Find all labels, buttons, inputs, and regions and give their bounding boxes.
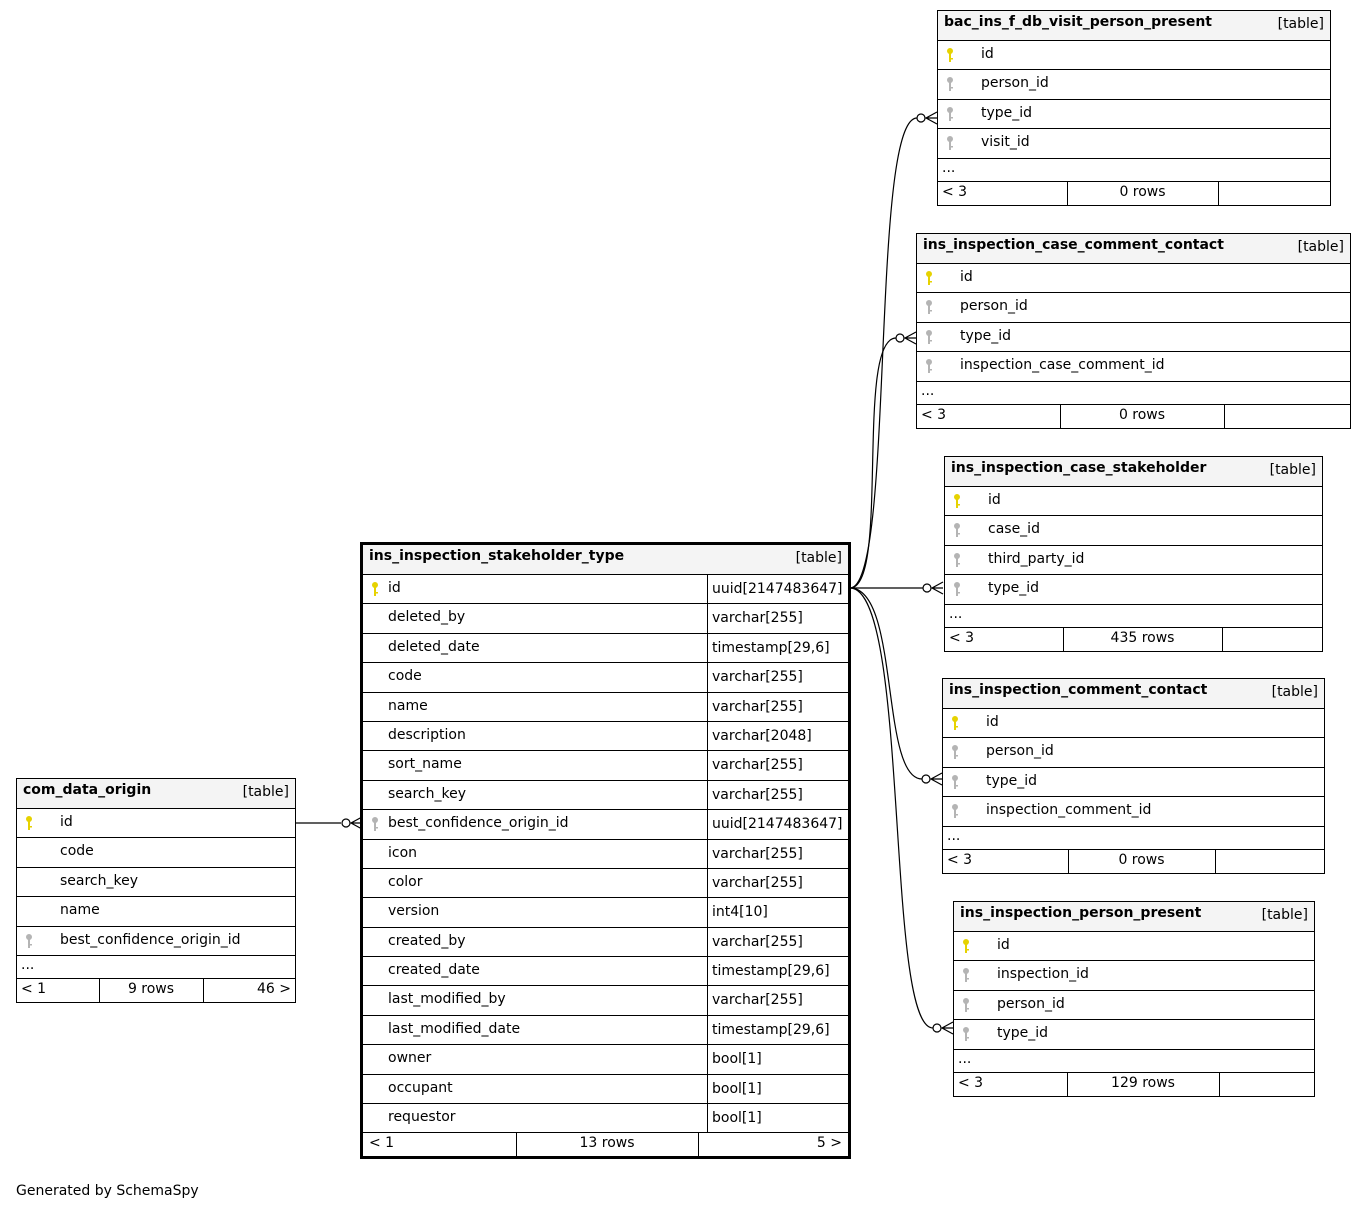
edge-crow-foot xyxy=(942,1022,953,1034)
children-link[interactable]: 5 > xyxy=(816,1135,842,1152)
primary-key-icon xyxy=(24,815,34,831)
edge-zero-marker xyxy=(917,114,925,122)
column-name: id xyxy=(960,269,973,285)
column-row[interactable] xyxy=(954,932,1314,961)
footer-divider xyxy=(1215,850,1216,873)
table-ins-inspection-person-present[interactable] xyxy=(953,901,1315,1097)
parents-link[interactable]: < 3 xyxy=(958,1074,984,1091)
column-row[interactable] xyxy=(363,722,848,751)
table-footer xyxy=(363,1133,848,1156)
table-name: ins_inspection_comment_contact xyxy=(949,682,1208,698)
footer-divider xyxy=(1218,182,1219,205)
column-name: icon xyxy=(388,844,418,861)
column-name: type_id xyxy=(997,1025,1049,1042)
primary-key-icon xyxy=(945,47,955,63)
table-type-label: [table] xyxy=(1261,907,1308,923)
column-row[interactable] xyxy=(363,1104,848,1133)
column-list xyxy=(363,575,848,1133)
column-name: last_modified_by xyxy=(388,991,506,1008)
footer-divider xyxy=(203,979,204,1002)
table-ins-inspection-stakeholder-type[interactable] xyxy=(360,542,851,1159)
column-row[interactable] xyxy=(363,869,848,898)
foreign-key-icon xyxy=(924,358,934,374)
foreign-key-icon xyxy=(952,581,962,597)
column-name: code xyxy=(388,668,422,685)
column-name: color xyxy=(388,873,423,890)
column-name: search_key xyxy=(388,785,467,802)
column-name: visit_id xyxy=(981,134,1030,151)
column-name: created_date xyxy=(388,962,480,979)
column-row[interactable] xyxy=(17,868,295,897)
column-name: type_id xyxy=(960,327,1012,344)
column-row[interactable] xyxy=(363,898,848,927)
edge-comment-contact xyxy=(850,588,922,779)
column-type: varchar[255] xyxy=(707,751,803,779)
column-name: search_key xyxy=(60,872,139,889)
table-header xyxy=(363,545,848,575)
table-header xyxy=(954,902,1314,932)
row-count: 9 rows xyxy=(127,980,175,997)
more-columns-ellipsis: ... xyxy=(945,605,1322,628)
column-type: varchar[255] xyxy=(707,869,803,897)
foreign-key-icon xyxy=(945,76,955,92)
footer-divider xyxy=(1222,628,1223,651)
footer-divider xyxy=(1224,405,1225,428)
table-name: ins_inspection_case_comment_contact xyxy=(923,237,1224,253)
footer-divider xyxy=(99,979,100,1002)
column-name: inspection_case_comment_id xyxy=(960,357,1165,374)
column-name: type_id xyxy=(981,104,1033,121)
edge-zero-marker xyxy=(342,819,350,827)
row-count: 0 rows xyxy=(1118,406,1166,423)
column-name: id xyxy=(60,814,73,830)
foreign-key-icon xyxy=(952,522,962,538)
footer-divider xyxy=(516,1133,517,1156)
column-row[interactable] xyxy=(363,1045,848,1074)
foreign-key-icon xyxy=(924,329,934,345)
column-name: third_party_id xyxy=(988,550,1085,567)
table-ins-inspection-case-comment-contact[interactable] xyxy=(916,233,1351,429)
column-name: name xyxy=(60,902,100,919)
column-name: case_id xyxy=(988,521,1040,538)
column-name: last_modified_date xyxy=(388,1020,521,1037)
table-header xyxy=(938,11,1330,41)
table-type-label: [table] xyxy=(242,784,289,800)
foreign-key-icon xyxy=(952,552,962,568)
column-name: person_id xyxy=(960,298,1028,315)
column-type: varchar[2048] xyxy=(707,722,812,750)
footer-divider xyxy=(1219,1073,1220,1096)
column-name: requestor xyxy=(388,1109,456,1126)
edge-zero-marker xyxy=(922,775,930,783)
column-row[interactable] xyxy=(938,70,1330,99)
column-row[interactable] xyxy=(363,634,848,663)
table-ins-inspection-case-stakeholder[interactable] xyxy=(944,456,1323,652)
column-row[interactable] xyxy=(17,838,295,867)
foreign-key-icon xyxy=(924,299,934,315)
column-name: version xyxy=(388,903,440,920)
more-columns-ellipsis: ... xyxy=(917,382,1350,405)
column-name: occupant xyxy=(388,1079,453,1096)
foreign-key-icon xyxy=(370,816,380,832)
column-row[interactable] xyxy=(363,1075,848,1104)
footer-divider xyxy=(1068,850,1069,873)
column-row[interactable] xyxy=(954,991,1314,1020)
column-row[interactable] xyxy=(17,897,295,926)
column-row[interactable] xyxy=(954,1020,1314,1049)
column-row[interactable] xyxy=(917,352,1350,381)
column-row[interactable] xyxy=(363,604,848,633)
column-row[interactable] xyxy=(945,575,1322,604)
table-type-label: [table] xyxy=(1277,16,1324,32)
column-row[interactable] xyxy=(943,797,1324,826)
column-row[interactable] xyxy=(943,738,1324,767)
foreign-key-icon xyxy=(950,774,960,790)
column-name: description xyxy=(388,726,466,743)
column-row[interactable] xyxy=(945,516,1322,545)
column-row[interactable] xyxy=(938,129,1330,158)
column-type: varchar[255] xyxy=(707,781,803,809)
column-row[interactable] xyxy=(363,575,848,604)
footer-divider xyxy=(1060,405,1061,428)
column-type: timestamp[29,6] xyxy=(707,1016,830,1044)
column-row[interactable] xyxy=(917,293,1350,322)
more-columns-ellipsis: ... xyxy=(943,827,1324,850)
primary-key-icon xyxy=(952,493,962,509)
table-name: ins_inspection_person_present xyxy=(960,905,1202,921)
table-header xyxy=(943,679,1324,709)
column-row[interactable] xyxy=(938,41,1330,70)
column-type: int4[10] xyxy=(707,898,768,926)
column-row[interactable] xyxy=(363,663,848,692)
table-footer xyxy=(945,628,1322,651)
column-name: type_id xyxy=(988,580,1040,597)
column-row[interactable] xyxy=(917,264,1350,293)
table-type-label: [table] xyxy=(795,550,842,566)
column-row[interactable] xyxy=(363,781,848,810)
edge-zero-marker xyxy=(933,1024,941,1032)
column-type: uuid[2147483647] xyxy=(707,810,843,838)
foreign-key-icon xyxy=(950,803,960,819)
column-name: id xyxy=(981,46,994,62)
column-type: varchar[255] xyxy=(707,986,803,1014)
foreign-key-icon xyxy=(950,744,960,760)
column-row[interactable] xyxy=(917,323,1350,352)
column-name: person_id xyxy=(997,995,1065,1012)
column-name: sort_name xyxy=(388,756,462,773)
edge-crow-foot xyxy=(931,773,942,785)
edge-crow-foot xyxy=(926,112,937,124)
footer-divider xyxy=(1063,628,1064,651)
table-type-label: [table] xyxy=(1271,684,1318,700)
foreign-key-icon xyxy=(961,1026,971,1042)
parents-link[interactable]: < 3 xyxy=(947,851,973,868)
column-row[interactable] xyxy=(943,709,1324,738)
column-name: person_id xyxy=(986,743,1054,760)
children-link[interactable]: 46 > xyxy=(257,980,291,997)
column-row[interactable] xyxy=(17,809,295,838)
column-row[interactable] xyxy=(363,693,848,722)
table-footer xyxy=(17,979,295,1002)
column-name: id xyxy=(986,714,999,730)
table-footer xyxy=(938,182,1330,205)
edge-crow-foot xyxy=(905,332,916,344)
primary-key-icon xyxy=(370,581,380,597)
column-name: type_id xyxy=(986,772,1038,789)
table-bac-ins-f-db-visit-person-present[interactable] xyxy=(937,10,1331,206)
column-type: varchar[255] xyxy=(707,928,803,956)
more-columns-ellipsis: ... xyxy=(938,159,1330,182)
row-count: 0 rows xyxy=(1119,183,1166,200)
column-type: bool[1] xyxy=(707,1104,762,1132)
column-row[interactable] xyxy=(363,1016,848,1045)
column-row[interactable] xyxy=(943,768,1324,797)
column-row[interactable] xyxy=(938,100,1330,129)
more-columns-ellipsis: ... xyxy=(17,956,295,979)
edge-zero-marker xyxy=(896,334,904,342)
column-row[interactable] xyxy=(363,840,848,869)
table-header xyxy=(945,457,1322,487)
footer-divider xyxy=(1067,1073,1068,1096)
column-name: inspection_comment_id xyxy=(986,802,1152,819)
row-count: 0 rows xyxy=(1118,851,1165,868)
table-footer xyxy=(943,850,1324,873)
table-ins-inspection-comment-contact[interactable] xyxy=(942,678,1325,874)
column-row[interactable] xyxy=(363,810,848,839)
column-type: timestamp[29,6] xyxy=(707,957,830,985)
column-row[interactable] xyxy=(954,961,1314,990)
footer-divider xyxy=(698,1133,699,1156)
column-name: best_confidence_origin_id xyxy=(60,931,241,948)
column-name: id xyxy=(997,937,1010,953)
column-name: deleted_date xyxy=(388,638,480,655)
column-name: inspection_id xyxy=(997,966,1089,983)
primary-key-icon xyxy=(961,938,971,954)
row-count: 129 rows xyxy=(1111,1074,1175,1091)
foreign-key-icon xyxy=(945,106,955,122)
edge-zero-marker xyxy=(923,584,931,592)
edge-bac-visit-person xyxy=(850,118,917,588)
column-type: bool[1] xyxy=(707,1045,762,1073)
table-type-label: [table] xyxy=(1297,239,1344,255)
row-count: 13 rows xyxy=(579,1135,635,1152)
primary-key-icon xyxy=(924,270,934,286)
column-name: person_id xyxy=(981,75,1049,92)
column-row[interactable] xyxy=(363,957,848,986)
column-row[interactable] xyxy=(363,928,848,957)
generated-by-credit: Generated by SchemaSpy xyxy=(16,1183,199,1199)
footer-divider xyxy=(1067,182,1068,205)
column-row[interactable] xyxy=(945,487,1322,516)
table-header xyxy=(17,779,295,809)
edge-person-present xyxy=(850,588,933,1028)
column-name: deleted_by xyxy=(388,609,466,626)
column-name: created_by xyxy=(388,932,466,949)
table-name: bac_ins_f_db_visit_person_present xyxy=(944,14,1212,30)
column-row[interactable] xyxy=(363,986,848,1015)
foreign-key-icon xyxy=(945,135,955,151)
parents-link[interactable]: < 3 xyxy=(949,629,975,646)
table-com-data-origin[interactable] xyxy=(16,778,296,1003)
more-columns-ellipsis: ... xyxy=(954,1050,1314,1073)
foreign-key-icon xyxy=(24,933,34,949)
foreign-key-icon xyxy=(961,967,971,983)
column-name: owner xyxy=(388,1050,432,1067)
column-name: best_confidence_origin_id xyxy=(388,815,569,832)
row-count: 435 rows xyxy=(1110,629,1175,646)
edge-case-comment-contact xyxy=(850,338,896,588)
column-name: name xyxy=(388,697,428,714)
parents-link[interactable]: < 3 xyxy=(921,406,947,423)
column-name: code xyxy=(60,843,94,860)
column-type: uuid[2147483647] xyxy=(707,575,843,603)
primary-key-icon xyxy=(950,715,960,731)
table-name: com_data_origin xyxy=(23,782,152,798)
column-type: varchar[255] xyxy=(707,840,803,868)
parents-link[interactable]: < 1 xyxy=(369,1135,395,1152)
table-header xyxy=(917,234,1350,264)
table-footer xyxy=(954,1073,1314,1096)
table-name: ins_inspection_stakeholder_type xyxy=(369,548,625,564)
column-type: timestamp[29,6] xyxy=(707,634,830,662)
table-name: ins_inspection_case_stakeholder xyxy=(951,460,1207,476)
table-footer xyxy=(917,405,1350,428)
column-type: bool[1] xyxy=(707,1075,762,1103)
column-row[interactable] xyxy=(945,546,1322,575)
column-name: id xyxy=(388,580,401,596)
table-type-label: [table] xyxy=(1269,462,1316,478)
column-row[interactable] xyxy=(17,927,295,956)
foreign-key-icon xyxy=(961,997,971,1013)
column-row[interactable] xyxy=(363,751,848,780)
column-type: varchar[255] xyxy=(707,604,803,632)
parents-link[interactable]: < 3 xyxy=(942,183,968,200)
edge-crow-foot xyxy=(932,582,943,594)
column-type: varchar[255] xyxy=(707,663,803,691)
column-type: varchar[255] xyxy=(707,693,803,721)
parents-link[interactable]: < 1 xyxy=(21,980,47,997)
column-name: id xyxy=(988,492,1001,508)
